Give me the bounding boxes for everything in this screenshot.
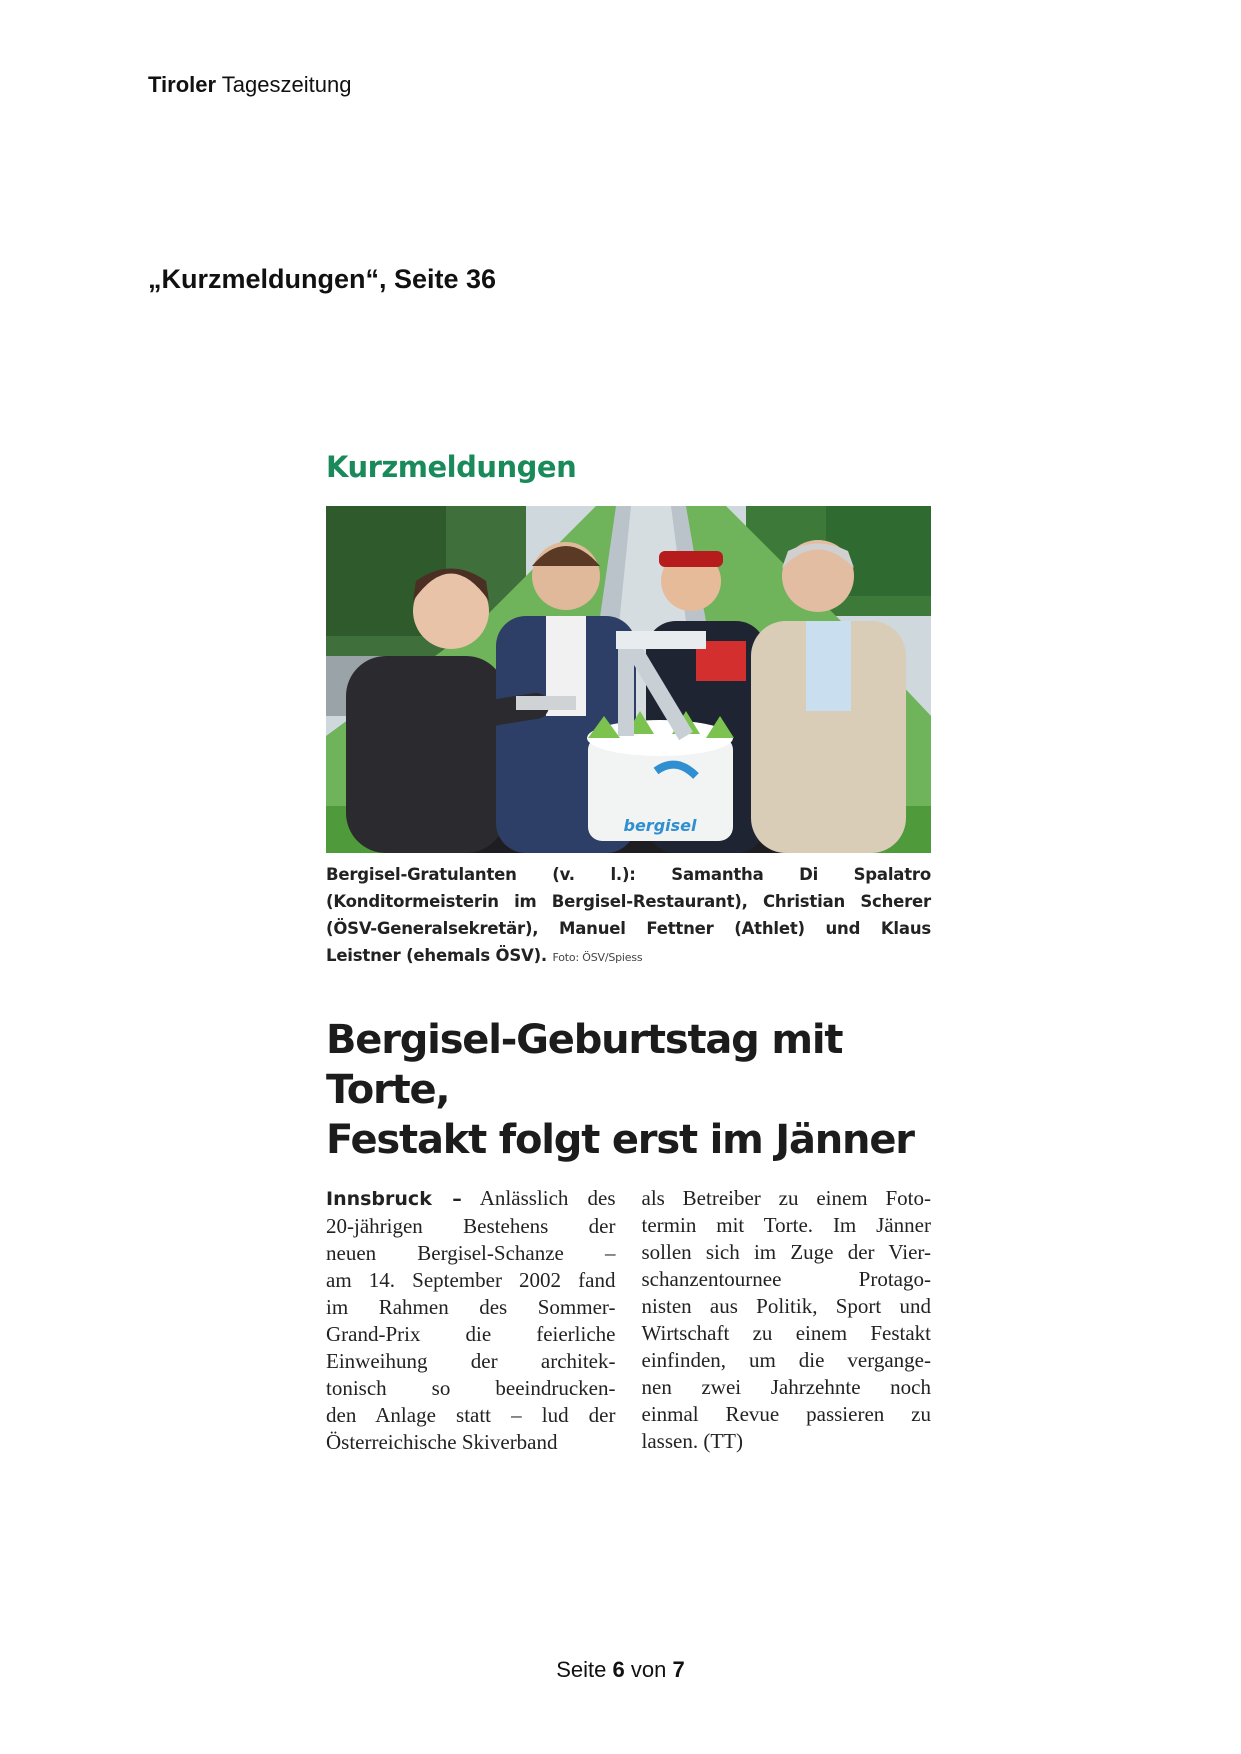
article-column-2	[642, 1185, 932, 1456]
newspaper-clipping	[326, 450, 931, 1456]
article-text-line: Einweihung der architek-	[326, 1349, 616, 1373]
headline-line-2: Festakt folgt erst im Jänner	[326, 1117, 914, 1163]
article-text-line: termin mit Torte. Im Jänner	[641, 1213, 931, 1237]
article-text-line: nen zwei Jahrzehnte noch	[641, 1375, 931, 1399]
publication-header	[148, 72, 351, 98]
photo-credit: Foto: ÖSV/Spiess	[552, 951, 643, 964]
article-text-line: Anlässlich des	[479, 1186, 616, 1210]
footer-prefix: Seite	[556, 1657, 607, 1682]
page-footer	[0, 1657, 1241, 1683]
clip-category: Kurzmeldungen	[326, 450, 577, 484]
publication-name-bold: Tiroler	[148, 72, 217, 97]
article-headline	[326, 1015, 931, 1165]
article-text-line: tonisch so beeindrucken-	[326, 1376, 616, 1400]
photo-caption	[326, 861, 931, 971]
article-text-line: im Rahmen des Sommer-	[326, 1295, 616, 1319]
footer-page-number: 6	[612, 1657, 625, 1682]
article-text-line: am 14. September 2002 fand	[326, 1268, 616, 1292]
caption-text: Bergisel-Gratulanten (v. l.): Samantha Di Spalatro (Konditormeisterin im Bergisel-Restaurant), Christian Scherer (ÖSV-Generalsekretär), Manuel Fettner (Athlet) und Klaus Leistner (ehemals ÖSV).	[326, 865, 931, 965]
article-text-line: den Anlage statt – lud der	[326, 1403, 616, 1427]
footer-middle: von	[630, 1657, 667, 1682]
article-text-line: einmal Revue passieren zu	[641, 1402, 931, 1426]
article-column-1	[326, 1185, 616, 1456]
headline-line-1: Bergisel-Geburtstag mit Torte,	[326, 1017, 843, 1113]
article-text-line: sollen sich im Zuge der Vier-	[641, 1240, 931, 1264]
article-text-line: lassen. (TT)	[641, 1429, 743, 1453]
section-heading: „Kurzmeldungen“, Seite 36	[148, 264, 497, 294]
article-text-line: als Betreiber zu einem Foto-	[641, 1186, 931, 1210]
article-text-line: nisten aus Politik, Sport und	[641, 1294, 931, 1318]
cake-logo-text: bergisel	[623, 816, 697, 835]
publication-name-rest: Tageszeitung	[221, 72, 352, 97]
article-body	[326, 1185, 931, 1456]
news-photo	[326, 506, 931, 853]
article-text-line: schanzentournee Protago-	[641, 1267, 931, 1291]
footer-page-total: 7	[672, 1657, 685, 1682]
article-text-line: 20-jährigen Bestehens der	[326, 1214, 616, 1238]
article-text-line: neuen Bergisel-Schanze –	[326, 1241, 616, 1265]
article-text-line: Wirtschaft zu einem Festakt	[641, 1321, 931, 1345]
article-text-line: Österreichische Skiverband	[326, 1430, 558, 1454]
article-text-line: Grand-Prix die feierliche	[326, 1322, 616, 1346]
article-dateline: Innsbruck –	[326, 1188, 462, 1210]
article-text-line: einfinden, um die vergange-	[641, 1348, 931, 1372]
